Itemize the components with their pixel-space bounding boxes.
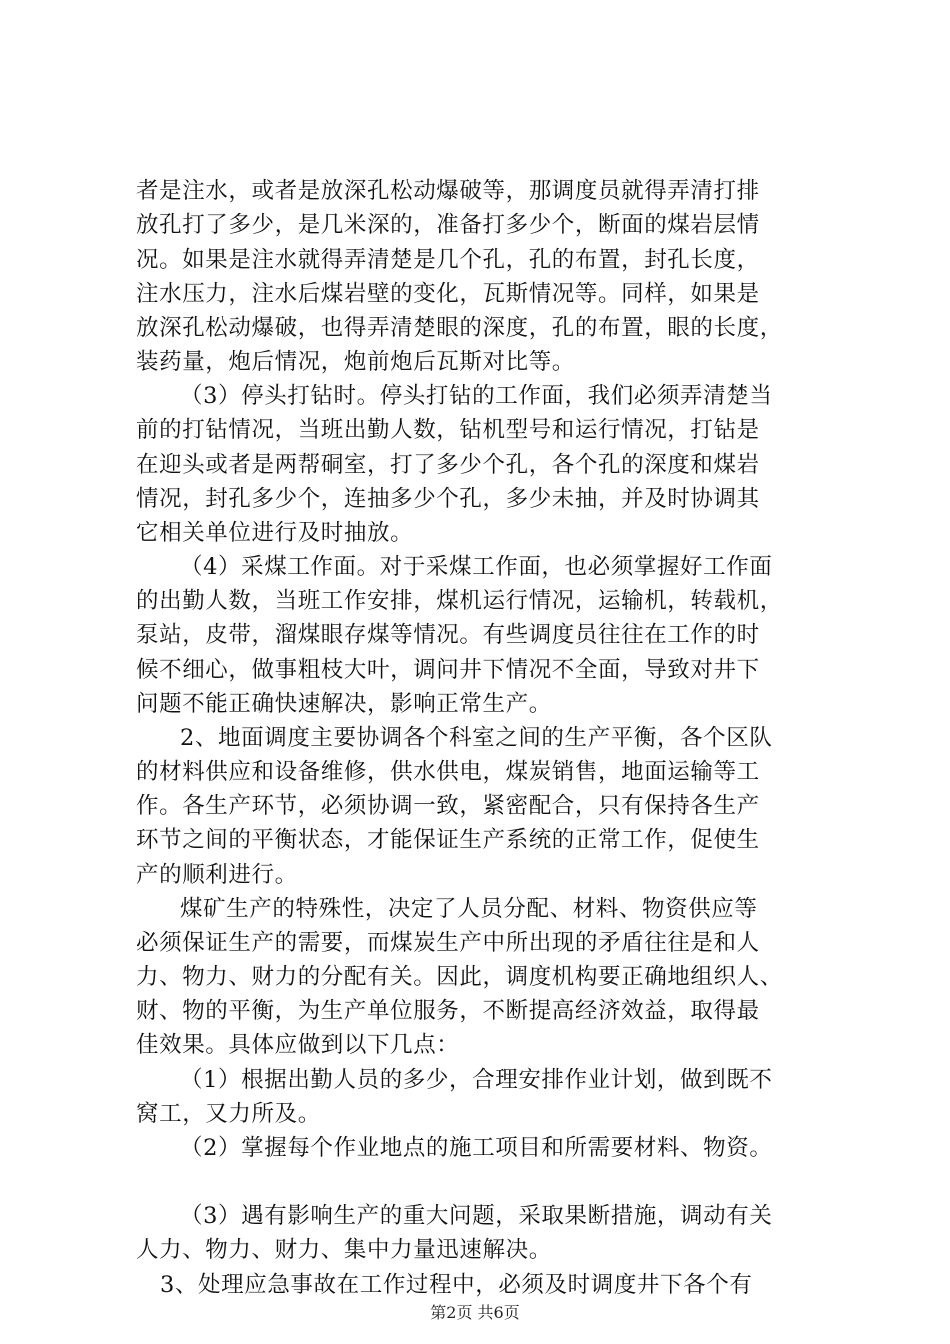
text-line: 候不细心，做事粗枝大叶，调问井下情况不全面，导致对井下 [136, 657, 760, 683]
text-line: 的出勤人数，当班工作安排，煤机运行情况，运输机，转载机， [136, 588, 783, 614]
paragraph-first-line: 2、地面调度主要协调各个科室之间的生产平衡，各个区队 [180, 725, 773, 751]
text-line: 佳效果。具体应做到以下几点： [136, 1032, 460, 1058]
text-line: 前的打钻情况，当班出勤人数，钻机型号和运行情况，打钻是 [136, 417, 760, 443]
paragraph-first-line: （4）采煤工作面。对于采煤工作面，也必须掌握好工作面 [180, 554, 773, 580]
text-line: 况。如果是注水就得弄清楚是几个孔，孔的布置，封孔长度， [136, 247, 760, 273]
text-line: 问题不能正确快速解决，影响正常生产。 [136, 691, 552, 717]
paragraph-first-line: （3）停头打钻时。停头打钻的工作面，我们必须弄清楚当 [180, 383, 773, 409]
text-line: 在迎头或者是两帮硐室，打了多少个孔，各个孔的深度和煤岩 [136, 452, 760, 478]
text-line: 者是注水，或者是放深孔松动爆破等，那调度员就得弄清打排 [136, 178, 760, 204]
text-line: 财、物的平衡，为生产单位服务，不断提高经济效益，取得最 [136, 998, 760, 1024]
paragraph-first-line: （3）遇有影响生产的重大问题，采取果断措施，调动有关 [180, 1203, 773, 1229]
text-line: 的材料供应和设备维修，供水供电，煤炭销售，地面运输等工 [136, 759, 760, 785]
paragraph-first-line: 煤矿生产的特殊性，决定了人员分配、材料、物资供应等 [180, 896, 758, 922]
text-line: 力、物力、财力的分配有关。因此，调度机构要正确地组织人、 [136, 964, 783, 990]
text-line: 注水压力，注水后煤岩壁的变化，瓦斯情况等。同样，如果是 [136, 281, 760, 307]
text-line: 环节之间的平衡状态，才能保证生产系统的正常工作，促使生 [136, 827, 760, 853]
text-line: 窝工，又力所及。 [136, 1101, 321, 1127]
paragraph-first-line: （1）根据出勤人员的多少，合理安排作业计划，做到既不 [180, 1067, 773, 1093]
text-line: 产的顺利进行。 [136, 862, 298, 888]
text-line: 放孔打了多少，是几米深的，准备打多少个，断面的煤岩层情 [136, 212, 760, 238]
paragraph-first-line: （2）掌握每个作业地点的施工项目和所需要材料、物资。 [180, 1135, 773, 1161]
text-line: 情况，封孔多少个，连抽多少个孔，多少未抽，并及时协调其 [136, 486, 760, 512]
text-line: 人力、物力、财力、集中力量迅速解决。 [136, 1237, 552, 1263]
text-line: 放深孔松动爆破，也得弄清楚眼的深度，孔的布置，眼的长度， [136, 315, 783, 341]
text-line: 作。各生产环节，必须协调一致，紧密配合，只有保持各生产 [136, 793, 760, 819]
text-line: 装药量，炮后情况，炮前炮后瓦斯对比等。 [136, 349, 575, 375]
text-line: 泵站，皮带，溜煤眼存煤等情况。有些调度员往往在工作的时 [136, 622, 760, 648]
page-number-footer: 第2页 共6页 [430, 1303, 520, 1322]
text-line: 必须保证生产的需要，而煤炭生产中所出现的矛盾往往是和人 [136, 930, 760, 956]
paragraph-first-line: 3、处理应急事故在工作过程中，必须及时调度井下各个有 [160, 1272, 753, 1298]
text-line: 它相关单位进行及时抽放。 [136, 520, 414, 546]
